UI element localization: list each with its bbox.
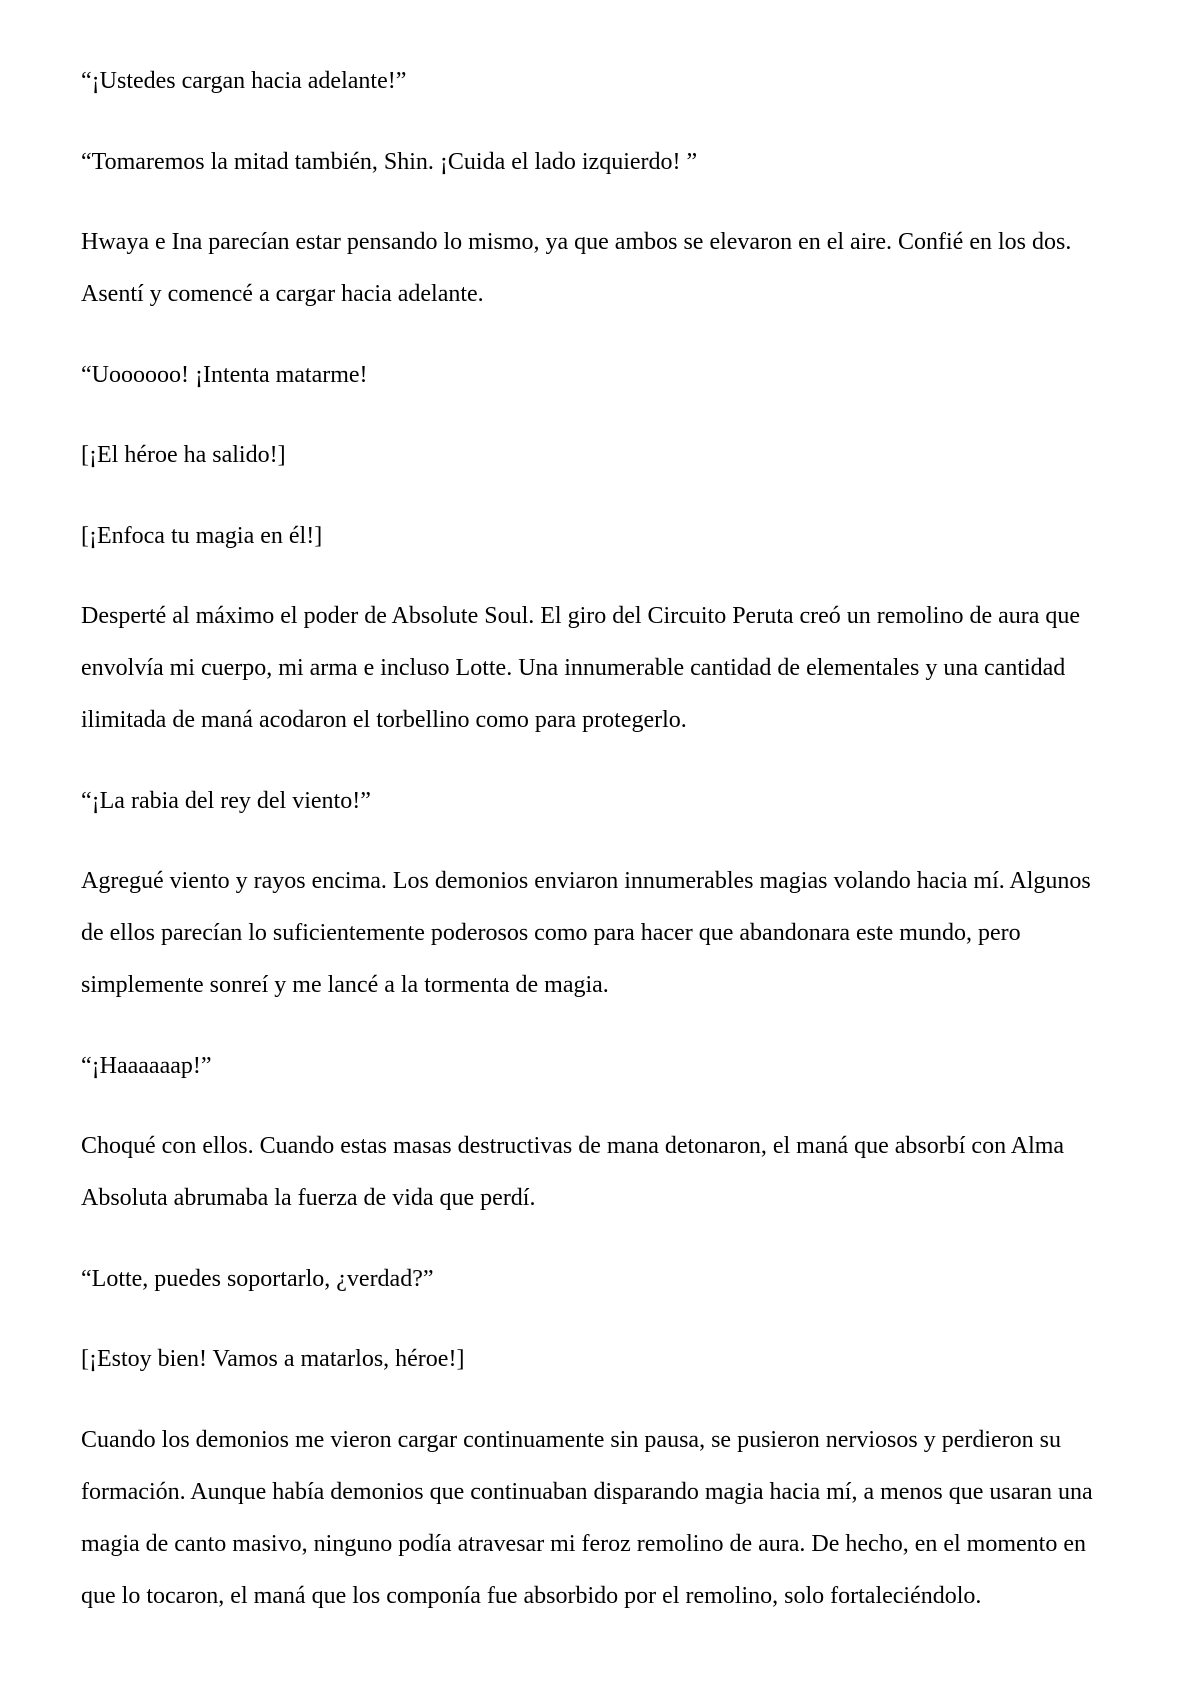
text-line: Cuando los demonios me vieron cargar continuamente sin pausa, se pusieron nerviosos y perdieron su (81, 1426, 1062, 1453)
text-line: “¡La rabia del rey del viento!” (81, 787, 371, 814)
narration-paragraph (81, 1120, 1130, 1224)
dialogue-paragraph (81, 1253, 1130, 1305)
text-line: “¡Haaaaaap!” (81, 1052, 212, 1079)
dialogue-paragraph (81, 349, 1130, 401)
text-line: Choqué con ellos. Cuando estas masas destructivas de mana detonaron, el maná que absorbí con Alma (81, 1133, 1065, 1159)
text-line: formación. Aunque había demonios que continuaban disparando magia hacia mí, a menos que usaran una (81, 1478, 1093, 1505)
narration-paragraph (81, 590, 1130, 746)
text-line: Asentí y comencé a cargar hacia adelante. (81, 281, 484, 307)
narration-paragraph (81, 1414, 1130, 1622)
dialogue-paragraph (81, 775, 1130, 827)
text-line: envolvía mi cuerpo, mi arma e incluso Lotte. Una innumerable cantidad de elementales y una cantidad (81, 655, 1066, 681)
text-line: de ellos parecían lo suficientemente poderosos como para hacer que abandonara este mundo, pero (81, 920, 1021, 946)
text-line: simplemente sonreí y me lancé a la tormenta de magia. (81, 972, 609, 998)
text-line: “¡Ustedes cargan hacia adelante!” (81, 68, 407, 94)
text-line: Desperté al máximo el poder de Absolute Soul. El giro del Circuito Peruta creó un remolino de aura que (81, 603, 1081, 629)
system-message-paragraph (81, 429, 1130, 481)
narration-paragraph (81, 216, 1130, 320)
text-line: [¡Estoy bien! Vamos a matarlos, héroe!] (81, 1346, 465, 1372)
text-line: “Tomaremos la mitad también, Shin. ¡Cuida el lado izquierdo! ” (81, 148, 698, 175)
system-message-paragraph (81, 510, 1130, 562)
text-line: Hwaya e Ina parecían estar pensando lo mismo, ya que ambos se elevaron en el aire. Confié en los dos. (81, 229, 1072, 255)
text-line: “Uoooooo! ¡Intenta matarme! (81, 361, 368, 388)
text-line: Absoluta abrumaba la fuerza de vida que perdí. (81, 1185, 536, 1211)
narration-paragraph (81, 855, 1130, 1011)
text-line: [¡El héroe ha salido!] (81, 442, 286, 468)
text-line: magia de canto masivo, ninguno podía atravesar mi feroz remolino de aura. De hecho, en el momento en (81, 1530, 1086, 1557)
text-line: “Lotte, puedes soportarlo, ¿verdad?” (81, 1265, 434, 1292)
text-line: que lo tocaron, el maná que los componía fue absorbido por el remolino, solo fortaleciéndolo. (81, 1582, 982, 1609)
text-line: ilimitada de maná acodaron el torbellino como para protegerlo. (81, 707, 687, 733)
text-line: [¡Enfoca tu magia en él!] (81, 522, 323, 549)
dialogue-paragraph (81, 1040, 1130, 1092)
system-message-paragraph (81, 1333, 1130, 1385)
text-line: Agregué viento y rayos encima. Los demonios enviaron innumerables magias volando hacia mí. Algunos (81, 868, 1091, 894)
dialogue-paragraph (81, 55, 1130, 107)
dialogue-paragraph (81, 136, 1130, 188)
